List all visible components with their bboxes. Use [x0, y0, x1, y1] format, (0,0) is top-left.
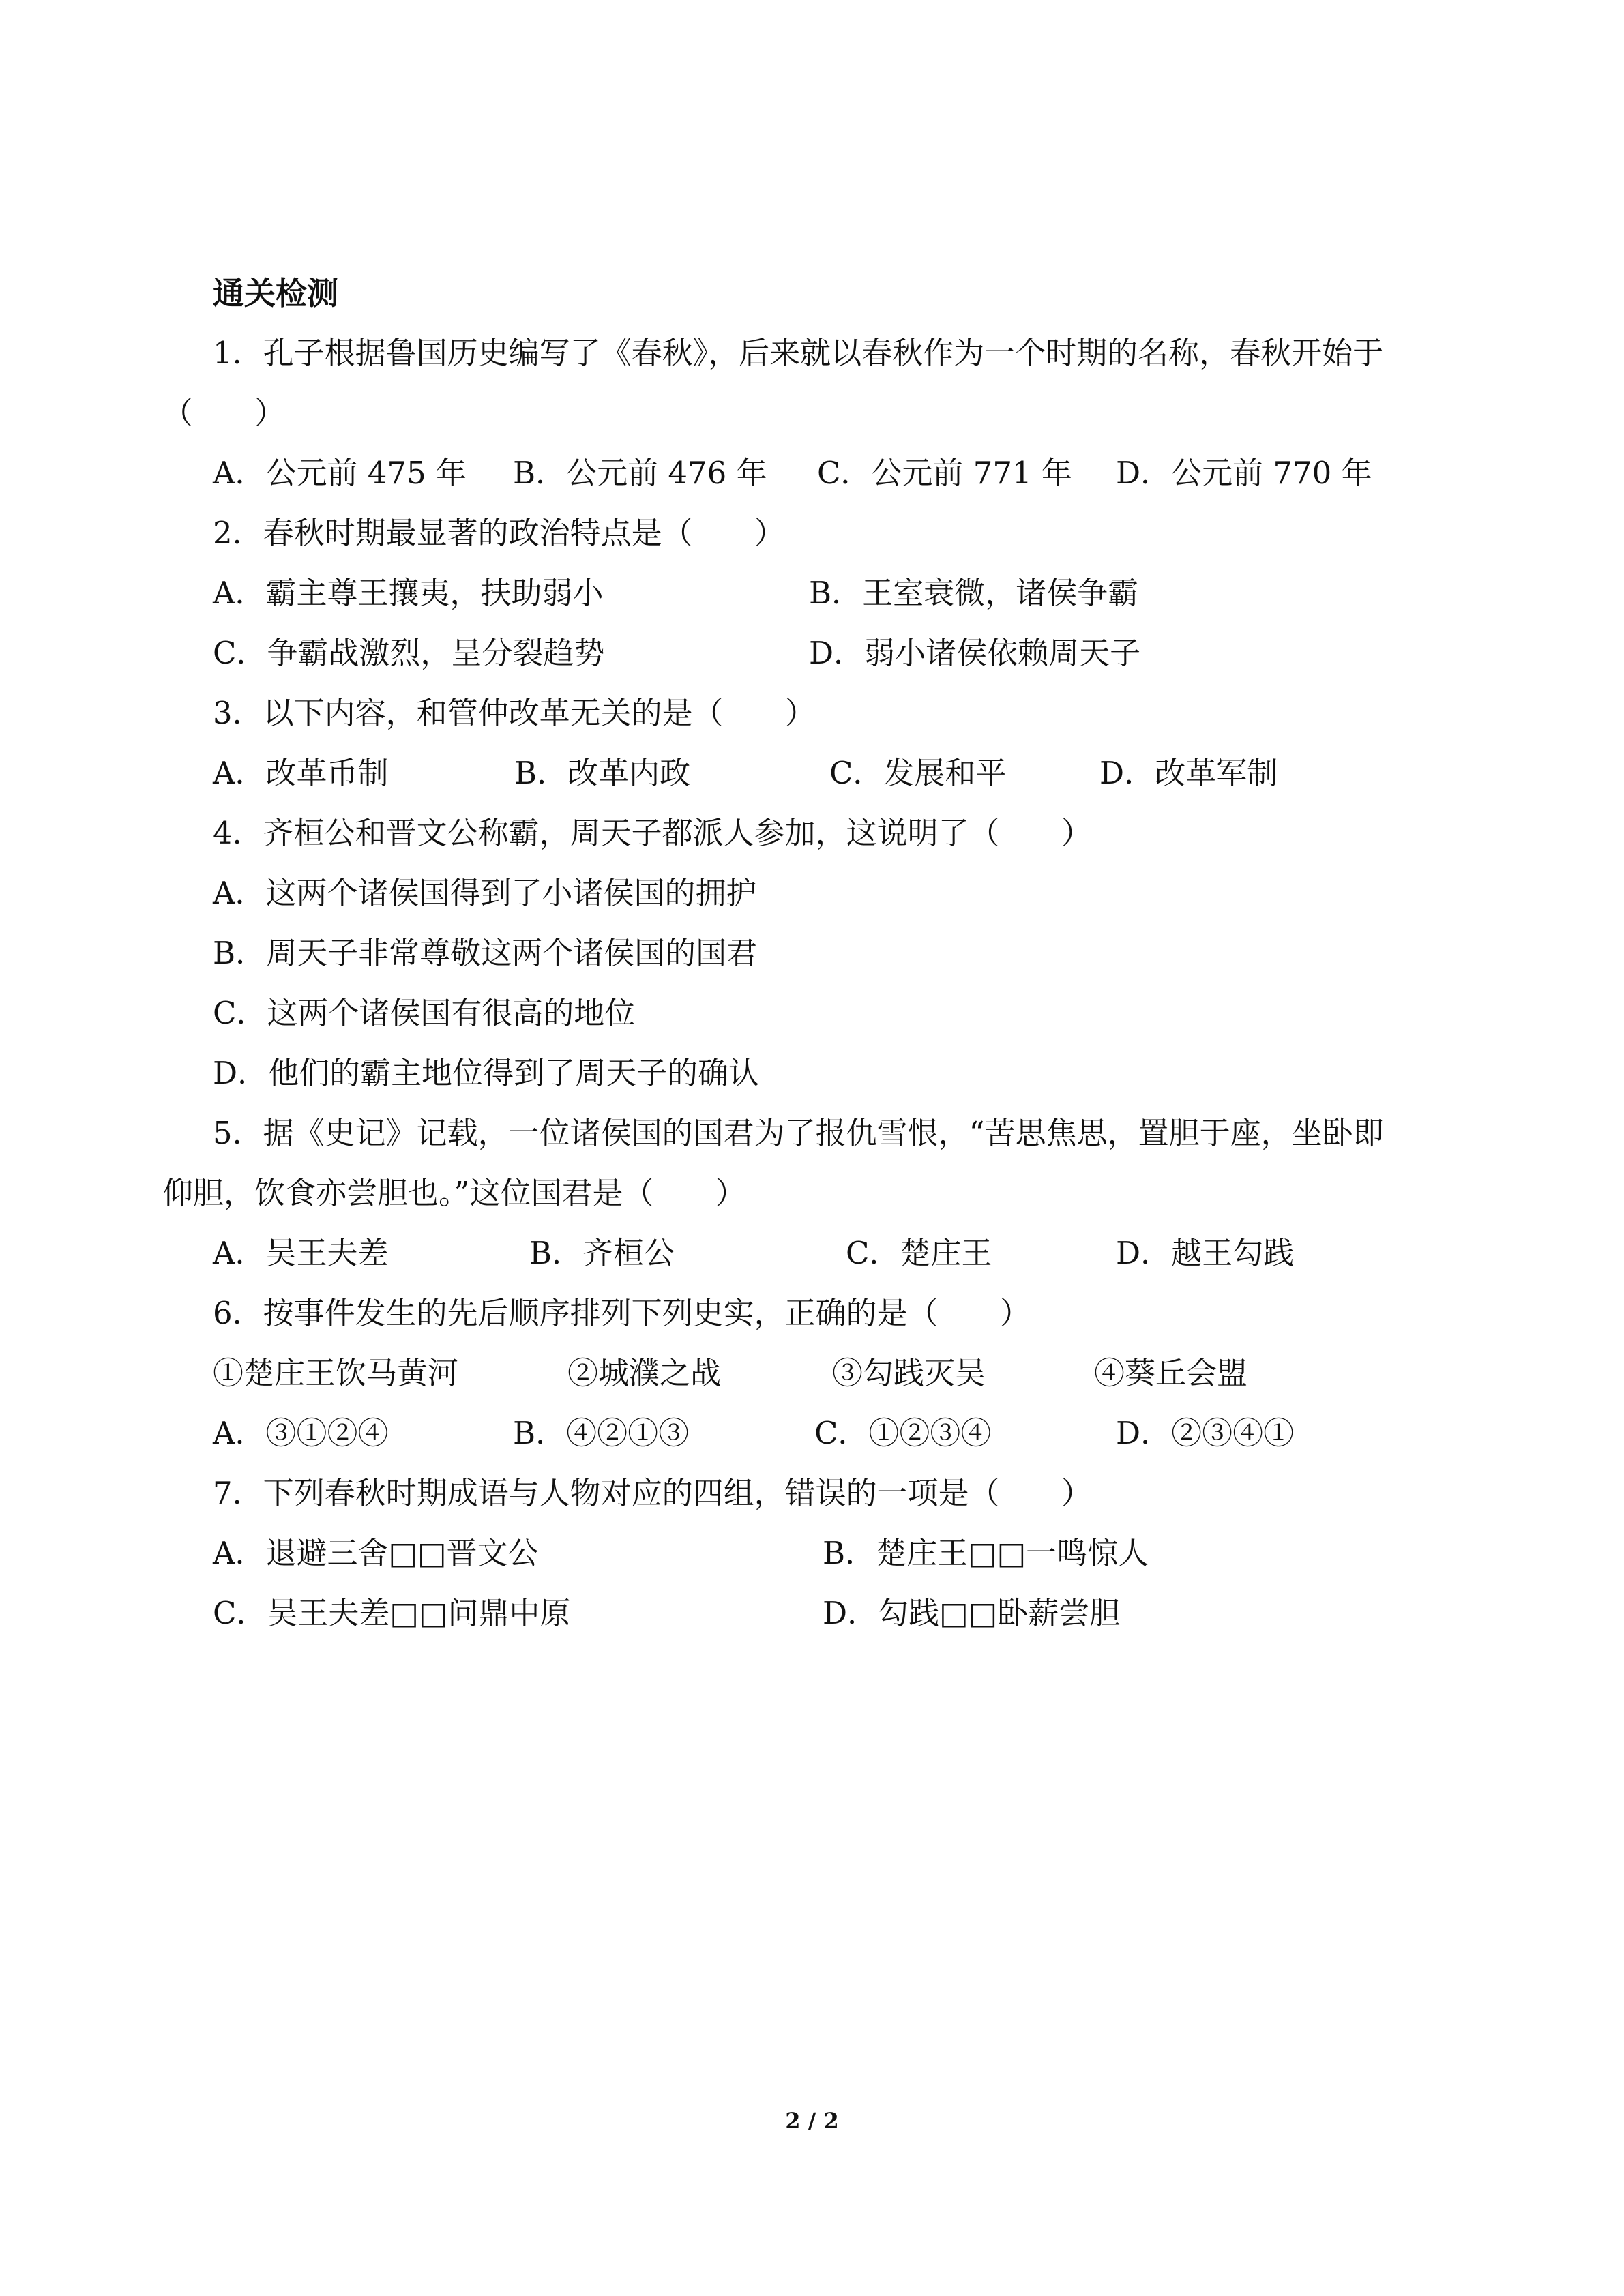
section-heading: 通关检测 — [213, 275, 338, 312]
question-7-option-a: A．退避三舍□□晋文公 — [213, 1535, 539, 1571]
question-3-option-a: A．改革币制 — [213, 755, 389, 791]
question-5-option-b: B．齐桓公 — [529, 1235, 675, 1271]
question-1-option-d: D．公元前 770 年 — [1116, 455, 1372, 491]
question-6-option-a: A．③①②④ — [213, 1415, 389, 1451]
question-2-option-b: B．王室衰微，诸侯争霸 — [809, 575, 1139, 611]
question-7-option-c: C．吴王夫差□□问鼎中原 — [213, 1595, 571, 1631]
question-5-stem-line-1: 5．据《史记》记载，一位诸侯国的国君为了报仇雪恨，“苦思焦思，置胆于座，坐卧即 — [213, 1115, 1384, 1151]
question-2-option-d: D．弱小诸侯依赖周天子 — [809, 635, 1141, 671]
page-number: 2 / 2 — [785, 2108, 839, 2134]
question-1-option-b: B．公元前 476 年 — [513, 455, 767, 491]
question-5-option-a: A．吴王夫差 — [213, 1235, 389, 1271]
question-7-option-b: B．楚庄王□□一鸣惊人 — [823, 1535, 1149, 1571]
question-5-stem-line-2: 仰胆，饮食亦尝胆也。”这位国君是（ ） — [162, 1175, 746, 1211]
question-3-option-d: D．改革军制 — [1099, 755, 1278, 791]
question-6-stem: 6．按事件发生的先后顺序排列下列史实，正确的是（ ） — [213, 1295, 1031, 1331]
question-3-option-c: C．发展和平 — [829, 755, 1007, 791]
question-6-option-d: D．②③④① — [1116, 1415, 1295, 1451]
question-4-stem: 4．齐桓公和晋文公称霸，周天子都派人参加，这说明了（ ） — [213, 815, 1092, 851]
question-1-stem-line-1: 1．孔子根据鲁国历史编写了《春秋》，后来就以春秋作为一个时期的名称，春秋开始于 — [213, 335, 1384, 371]
question-3-option-b: B．改革内政 — [514, 755, 691, 791]
question-5-option-d: D．越王勾践 — [1116, 1235, 1295, 1271]
question-6-event-1: ①楚庄王饮马黄河 — [213, 1355, 459, 1391]
question-4-option-c: C．这两个诸侯国有很高的地位 — [213, 995, 636, 1031]
question-2-stem: 2．春秋时期最显著的政治特点是（ ） — [213, 515, 785, 551]
question-5-option-c: C．楚庄王 — [846, 1235, 992, 1271]
question-6-option-b: B．④②①③ — [513, 1415, 690, 1451]
question-6-event-2: ②城濮之战 — [567, 1355, 722, 1391]
question-4-option-b: B．周天子非常尊敬这两个诸侯国的国君 — [213, 935, 758, 971]
question-4-option-a: A．这两个诸侯国得到了小诸侯国的拥护 — [213, 875, 757, 911]
question-6-event-3: ③勾践灭吴 — [832, 1355, 986, 1391]
question-7-stem: 7．下列春秋时期成语与人物对应的四组，错误的一项是（ ） — [213, 1475, 1092, 1511]
question-3-stem: 3．以下内容，和管仲改革无关的是（ ） — [213, 695, 816, 731]
question-1-option-c: C．公元前 771 年 — [817, 455, 1072, 491]
question-2-option-a: A．霸主尊王攘夷，扶助弱小 — [213, 575, 604, 611]
question-1-stem-line-2: （ ） — [162, 395, 286, 431]
question-4-option-d: D．他们的霸主地位得到了周天子的确认 — [213, 1055, 760, 1091]
question-6-event-4: ④葵丘会盟 — [1094, 1355, 1248, 1391]
question-1-option-a: A．公元前 475 年 — [213, 455, 467, 491]
question-7-option-d: D．勾践□□卧薪尝胆 — [823, 1595, 1121, 1631]
question-2-option-c: C．争霸战激烈，呈分裂趋势 — [213, 635, 605, 671]
question-6-option-c: C．①②③④ — [814, 1415, 992, 1451]
